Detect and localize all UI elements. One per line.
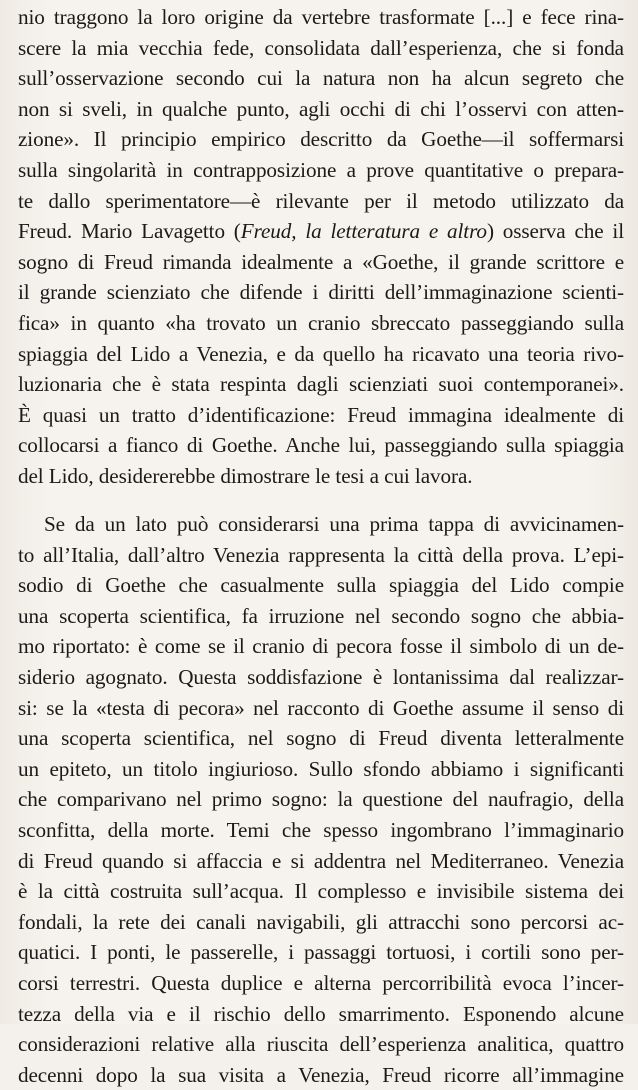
text-run: ) osserva che il [486,219,624,244]
text-run: nio traggono la loro origine da vertebre trasformate [...] e fece rina- [18,5,624,29]
text-line [18,1029,624,1060]
text-line [18,662,624,693]
text-line [18,815,624,846]
text-line [18,430,624,461]
text-line [18,247,624,278]
text-run: Freud. Mario Lavagetto ( [18,219,241,244]
text-run: luzionaria che è stata respinta dagli scienziati suoi contemporanei». [18,372,624,397]
text-run: siderio agognato. Questa soddisfazione è lontanissima dal realizzar- [18,664,624,689]
text-line [18,308,624,339]
text-line [18,876,624,907]
text-run: si: se la «testa di pecora» nel racconto di Goethe assume il senso di [18,695,624,720]
text-line [18,155,624,186]
text-run: è la città costruita sull’acqua. Il complesso e invisibile sistema dei [18,879,624,904]
text-run: che comparivano nel primo sogno: la questione del naufragio, della [18,787,624,812]
text-run: zione». Il principio empirico descritto da Goethe—il soffermarsi [18,127,624,152]
text-run: una scoperta scientifica, nel sogno di Freud diventa letteralmente [18,726,624,751]
text-line [18,907,624,938]
text-run: di Freud quando si affaccia e si addentra nel Mediterraneo. Venezia [18,848,624,873]
text-line [18,999,624,1030]
text-line [18,216,624,247]
text-line [18,369,624,400]
text-run: collocarsi a fianco di Goethe. Anche lui, passeggiando sulla spiaggia [18,433,624,458]
text-run: spiaggia del Lido a Venezia, e da quello ha ricavato una teoria rivo- [18,341,624,366]
text-run: il grande scienziato che difende i diritti dell’immaginazione scienti- [18,280,624,305]
text-run: quatici. I ponti, le passerelle, i passaggi tortuosi, i cortili sono per- [18,940,624,965]
text-run: considerazioni relative alla riuscita dell’esperienza analitica, quattro [18,1032,624,1057]
text-run: Se da un lato può considerarsi una prima tappa di avvicinamen- [44,512,624,536]
text-line [18,124,624,155]
book-title-italic: Freud, la letteratura e altro [240,219,487,244]
text-line [18,63,624,94]
text-run: un epiteto, un titolo ingiurioso. Sullo sfondo abbiamo i significanti [18,756,624,781]
text-line [18,277,624,308]
text-run: to all’Italia, dall’altro Venezia rappresenta la città della prova. L’epi- [18,542,624,567]
text-run: non si sveli, in qualche punto, agli occhi di chi l’osservi con atten- [18,96,624,121]
text-line [18,631,624,662]
text-line [18,784,624,815]
text-line [18,693,624,724]
text-line [18,754,624,785]
text-line [18,601,624,632]
text-run: tezza della via e il rischio dello smarrimento. Esponendo alcune [18,1001,624,1026]
text-line [18,723,624,754]
text-run: te dallo sperimentatore—è rilevante per il metodo utilizzato da [18,188,624,213]
text-line [18,94,624,125]
paragraph-1 [18,2,624,492]
text-line [18,400,624,431]
text-run: scere la mia vecchia fede, consolidata dall’esperienza, che si fonda [18,35,624,60]
text-line [18,937,624,968]
text-line [18,1060,624,1090]
text-run: sull’osservazione secondo cui la natura non ha alcun segreto che [18,66,624,91]
text-run: sodio di Goethe che casualmente sulla spiaggia del Lido compie [18,573,624,598]
text-run: corsi terrestri. Questa duplice e alterna percorribilità evoca l’incer- [18,970,624,995]
text-line [18,461,624,492]
text-run: sogno di Freud rimanda idealmente a «Goethe, il grande scrittore e [18,249,624,274]
text-run: fica» in quanto «ha trovato un cranio sbreccato passeggiando sulla [18,310,624,335]
text-line [18,846,624,877]
text-line [18,186,624,217]
text-run: È quasi un tratto d’identificazione: Freud immagina idealmente di [18,402,624,427]
text-line [18,33,624,64]
paragraph-2 [18,509,624,1090]
text-run: sconfitta, della morte. Temi che spesso ingombrano l’immaginario [18,817,624,842]
text-run: sulla singolarità in contrapposizione a prove quantitative o prepara- [18,157,624,182]
text-line [18,540,624,571]
text-line [18,968,624,999]
text-run: del Lido, desidererebbe dimostrare le tesi a cui lavora. [18,463,473,488]
text-run: una scoperta scientifica, fa irruzione nel secondo sogno che abbia- [18,603,624,628]
text-line [18,570,624,601]
text-run: decenni dopo la sua visita a Venezia, Freud ricorre all’immagine [18,1062,624,1087]
text-run: fondali, la rete dei canali navigabili, gli attracchi sono percorsi ac- [18,909,624,934]
text-run: mo riportato: è come se il cranio di pecora fosse il simbolo di un de- [18,634,624,659]
text-line [18,2,624,33]
text-line [18,339,624,370]
text-line [18,509,624,540]
